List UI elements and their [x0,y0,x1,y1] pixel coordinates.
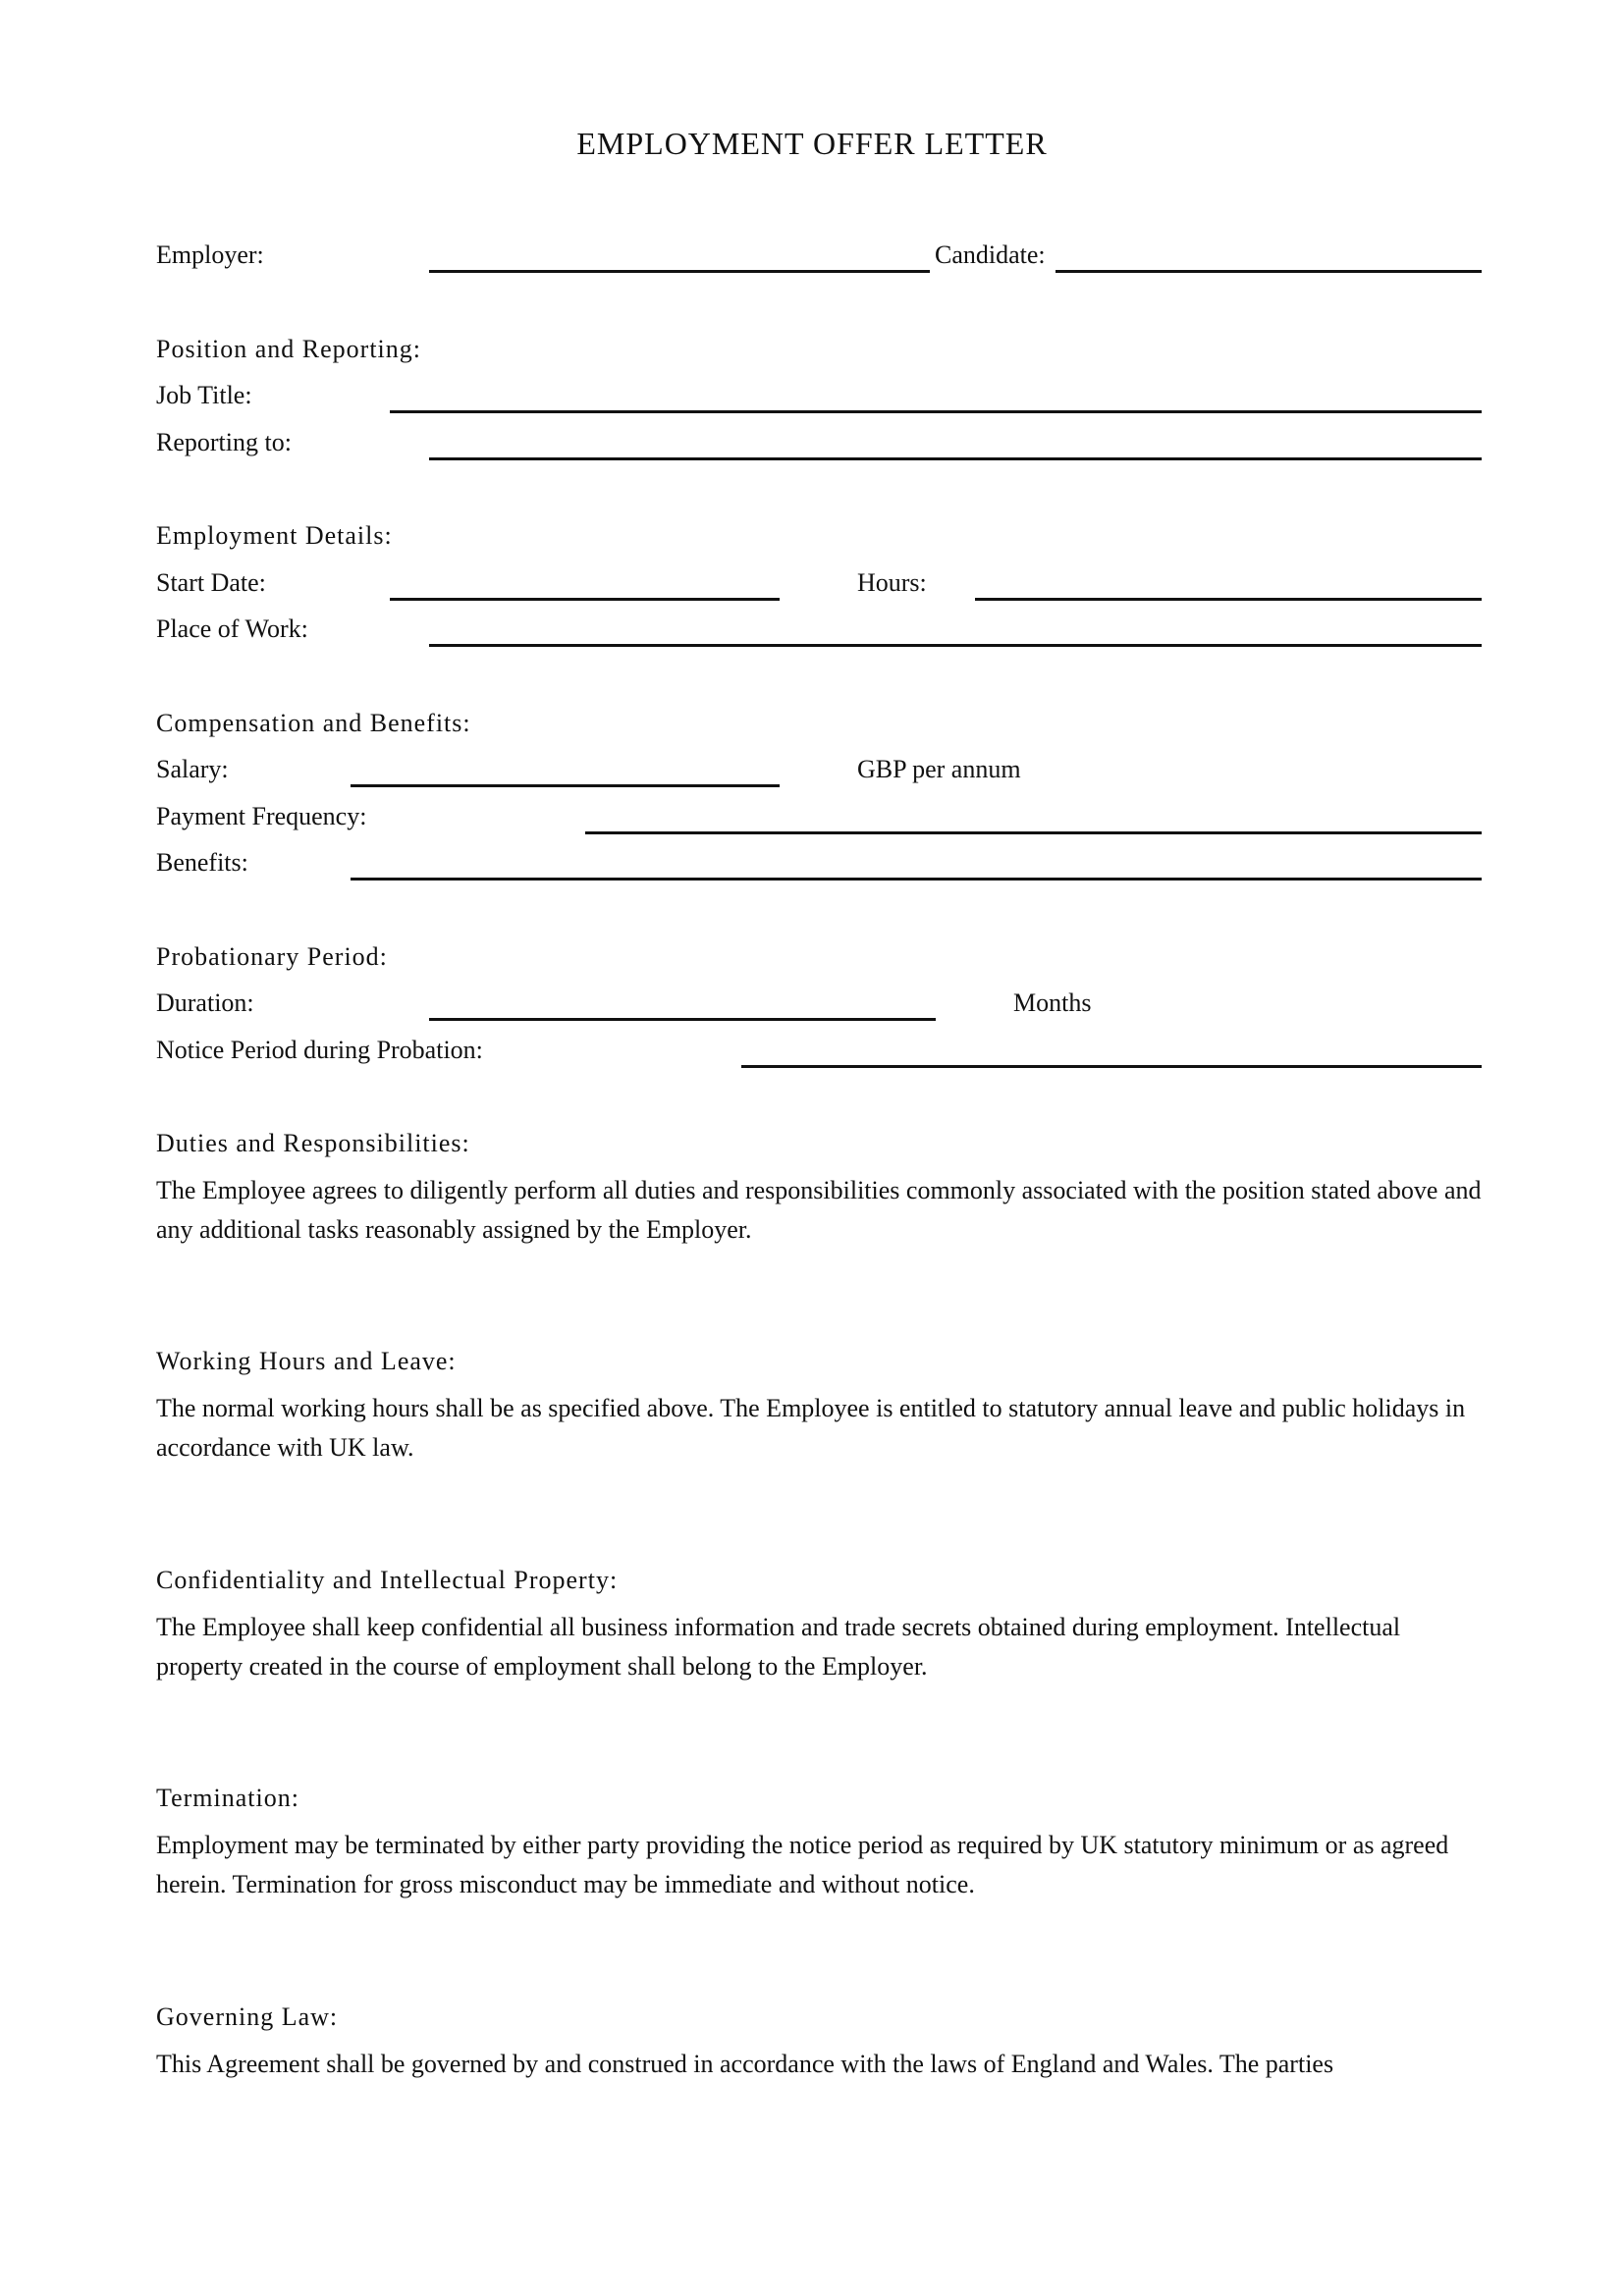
payment-frequency-field-line[interactable] [585,831,1482,834]
place-of-work-field-line[interactable] [429,644,1482,647]
hours-leave-body: The normal working hours shall be as specified above. The Employee is entitled to statutory annual leave and public holidays in accordance with UK law. [156,1394,1466,1462]
termination-heading: Termination: [156,1784,299,1812]
duration-label: Duration: [156,988,254,1017]
duration-field-line[interactable] [429,1018,936,1021]
payment-frequency-label: Payment Frequency: [156,802,367,830]
hours-label: Hours: [857,568,927,597]
probation-notice-field-line[interactable] [741,1065,1482,1068]
document-title: EMPLOYMENT OFFER LETTER [576,126,1048,161]
probation-notice-label: Notice Period during Probation: [156,1036,483,1064]
start-date-label: Start Date: [156,568,266,597]
probation-heading: Probationary Period: [156,942,388,971]
start-date-field-line[interactable] [390,598,780,601]
position-heading: Position and Reporting: [156,335,421,363]
place-of-work-label: Place of Work: [156,614,308,643]
salary-field-line[interactable] [351,784,780,787]
reporting-to-field-line[interactable] [429,457,1482,460]
confidentiality-body: The Employee shall keep confidential all business information and trade secrets obtained during employment. Intellectual property created in the course of employment shall belong to the Employer. [156,1613,1401,1681]
benefits-field-line[interactable] [351,878,1482,881]
reporting-to-label: Reporting to: [156,428,292,456]
hours-leave-heading: Working Hours and Leave: [156,1347,457,1375]
salary-unit: GBP per annum [857,755,1021,783]
governing-law-body: This Agreement shall be governed by and construed in accordance with the laws of England and Wales. The parties [156,2050,1334,2078]
confidentiality-heading: Confidentiality and Intellectual Property: [156,1566,619,1594]
duties-heading: Duties and Responsibilities: [156,1129,470,1157]
job-title-field-line[interactable] [390,410,1482,413]
duties-body: The Employee agrees to diligently perform all duties and responsibilities commonly associated with the position stated above and any additional tasks reasonably assigned by the Employer. [156,1176,1482,1244]
employment-heading: Employment Details: [156,521,393,550]
compensation-heading: Compensation and Benefits: [156,709,471,737]
candidate-label: Candidate: [935,240,1046,269]
duration-unit: Months [1013,988,1092,1017]
employer-label: Employer: [156,240,264,269]
candidate-field-line[interactable] [1056,270,1482,273]
hours-field-line[interactable] [975,598,1482,601]
governing-law-heading: Governing Law: [156,2002,339,2031]
benefits-label: Benefits: [156,848,248,877]
termination-body: Employment may be terminated by either party providing the notice period as required by UK statutory minimum or as agreed herein. Termination for gross misconduct may be immediate and without notice. [156,1831,1449,1898]
job-title-label: Job Title: [156,381,252,409]
employer-field-line[interactable] [429,270,930,273]
salary-label: Salary: [156,755,229,783]
